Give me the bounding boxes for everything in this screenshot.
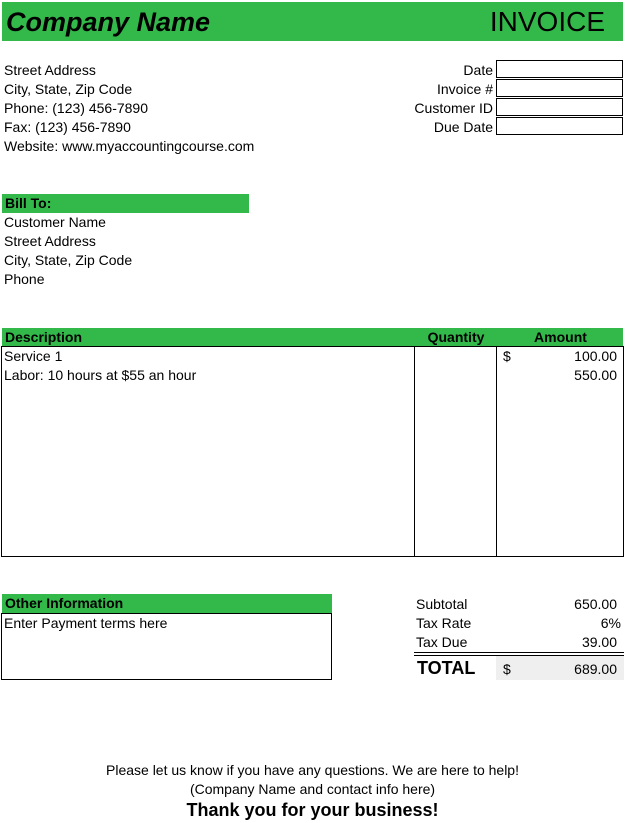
bill-to-phone: Phone xyxy=(4,271,45,287)
invoice-number-field[interactable] xyxy=(496,79,623,97)
company-street: Street Address xyxy=(4,62,96,78)
column-quantity: Quantity xyxy=(427,329,485,345)
item-row-1-description[interactable]: Service 1 xyxy=(4,348,63,364)
tax-rate-value[interactable]: 6% xyxy=(600,615,621,631)
invoice-title: INVOICE xyxy=(489,6,605,37)
tax-due-label: Tax Due xyxy=(416,634,468,650)
date-field[interactable] xyxy=(496,60,623,78)
total-currency: $ xyxy=(503,661,511,677)
due-date-label: Due Date xyxy=(433,119,493,135)
company-fax: Fax: (123) 456-7890 xyxy=(4,119,131,135)
subtotal-label: Subtotal xyxy=(416,596,468,612)
footer-thanks: Thank you for your business! xyxy=(186,800,439,820)
item-row-2-amount[interactable]: 550.00 xyxy=(574,367,617,383)
bill-to-name: Customer Name xyxy=(4,214,106,230)
amount-divider xyxy=(496,346,497,557)
item-row-1-amount[interactable]: 100.00 xyxy=(574,348,617,364)
customer-id-field[interactable] xyxy=(496,98,623,116)
quantity-divider xyxy=(414,346,415,557)
total-value: 689.00 xyxy=(574,661,617,677)
company-phone: Phone: (123) 456-7890 xyxy=(4,100,148,116)
column-description: Description xyxy=(5,329,83,345)
date-label: Date xyxy=(463,62,493,78)
customer-id-label: Customer ID xyxy=(414,100,493,116)
payment-terms-text[interactable]: Enter Payment terms here xyxy=(4,615,168,631)
tax-due-value: 39.00 xyxy=(581,634,617,650)
company-website: Website: www.myaccountingcourse.com xyxy=(4,138,255,154)
column-amount: Amount xyxy=(534,329,587,345)
total-rule-top xyxy=(414,652,624,653)
due-date-field[interactable] xyxy=(496,117,623,135)
company-city: City, State, Zip Code xyxy=(4,81,133,97)
total-label: TOTAL xyxy=(417,658,476,678)
other-info-heading: Other Information xyxy=(2,594,332,613)
footer-contact: (Company Name and contact info here) xyxy=(189,781,436,797)
bill-to-street: Street Address xyxy=(4,233,96,249)
company-name: Company Name xyxy=(6,7,211,37)
tax-rate-label: Tax Rate xyxy=(416,615,472,631)
bill-to-city: City, State, Zip Code xyxy=(4,252,133,268)
subtotal-value: 650.00 xyxy=(574,596,617,612)
bill-to-heading: Bill To: xyxy=(2,194,249,213)
invoice-number-label: Invoice # xyxy=(436,81,493,97)
footer-questions: Please let us know if you have any questions. We are here to help! xyxy=(106,762,519,778)
item-row-2-description[interactable]: Labor: 10 hours at $55 an hour xyxy=(4,367,197,383)
item-row-1-currency: $ xyxy=(503,348,511,364)
